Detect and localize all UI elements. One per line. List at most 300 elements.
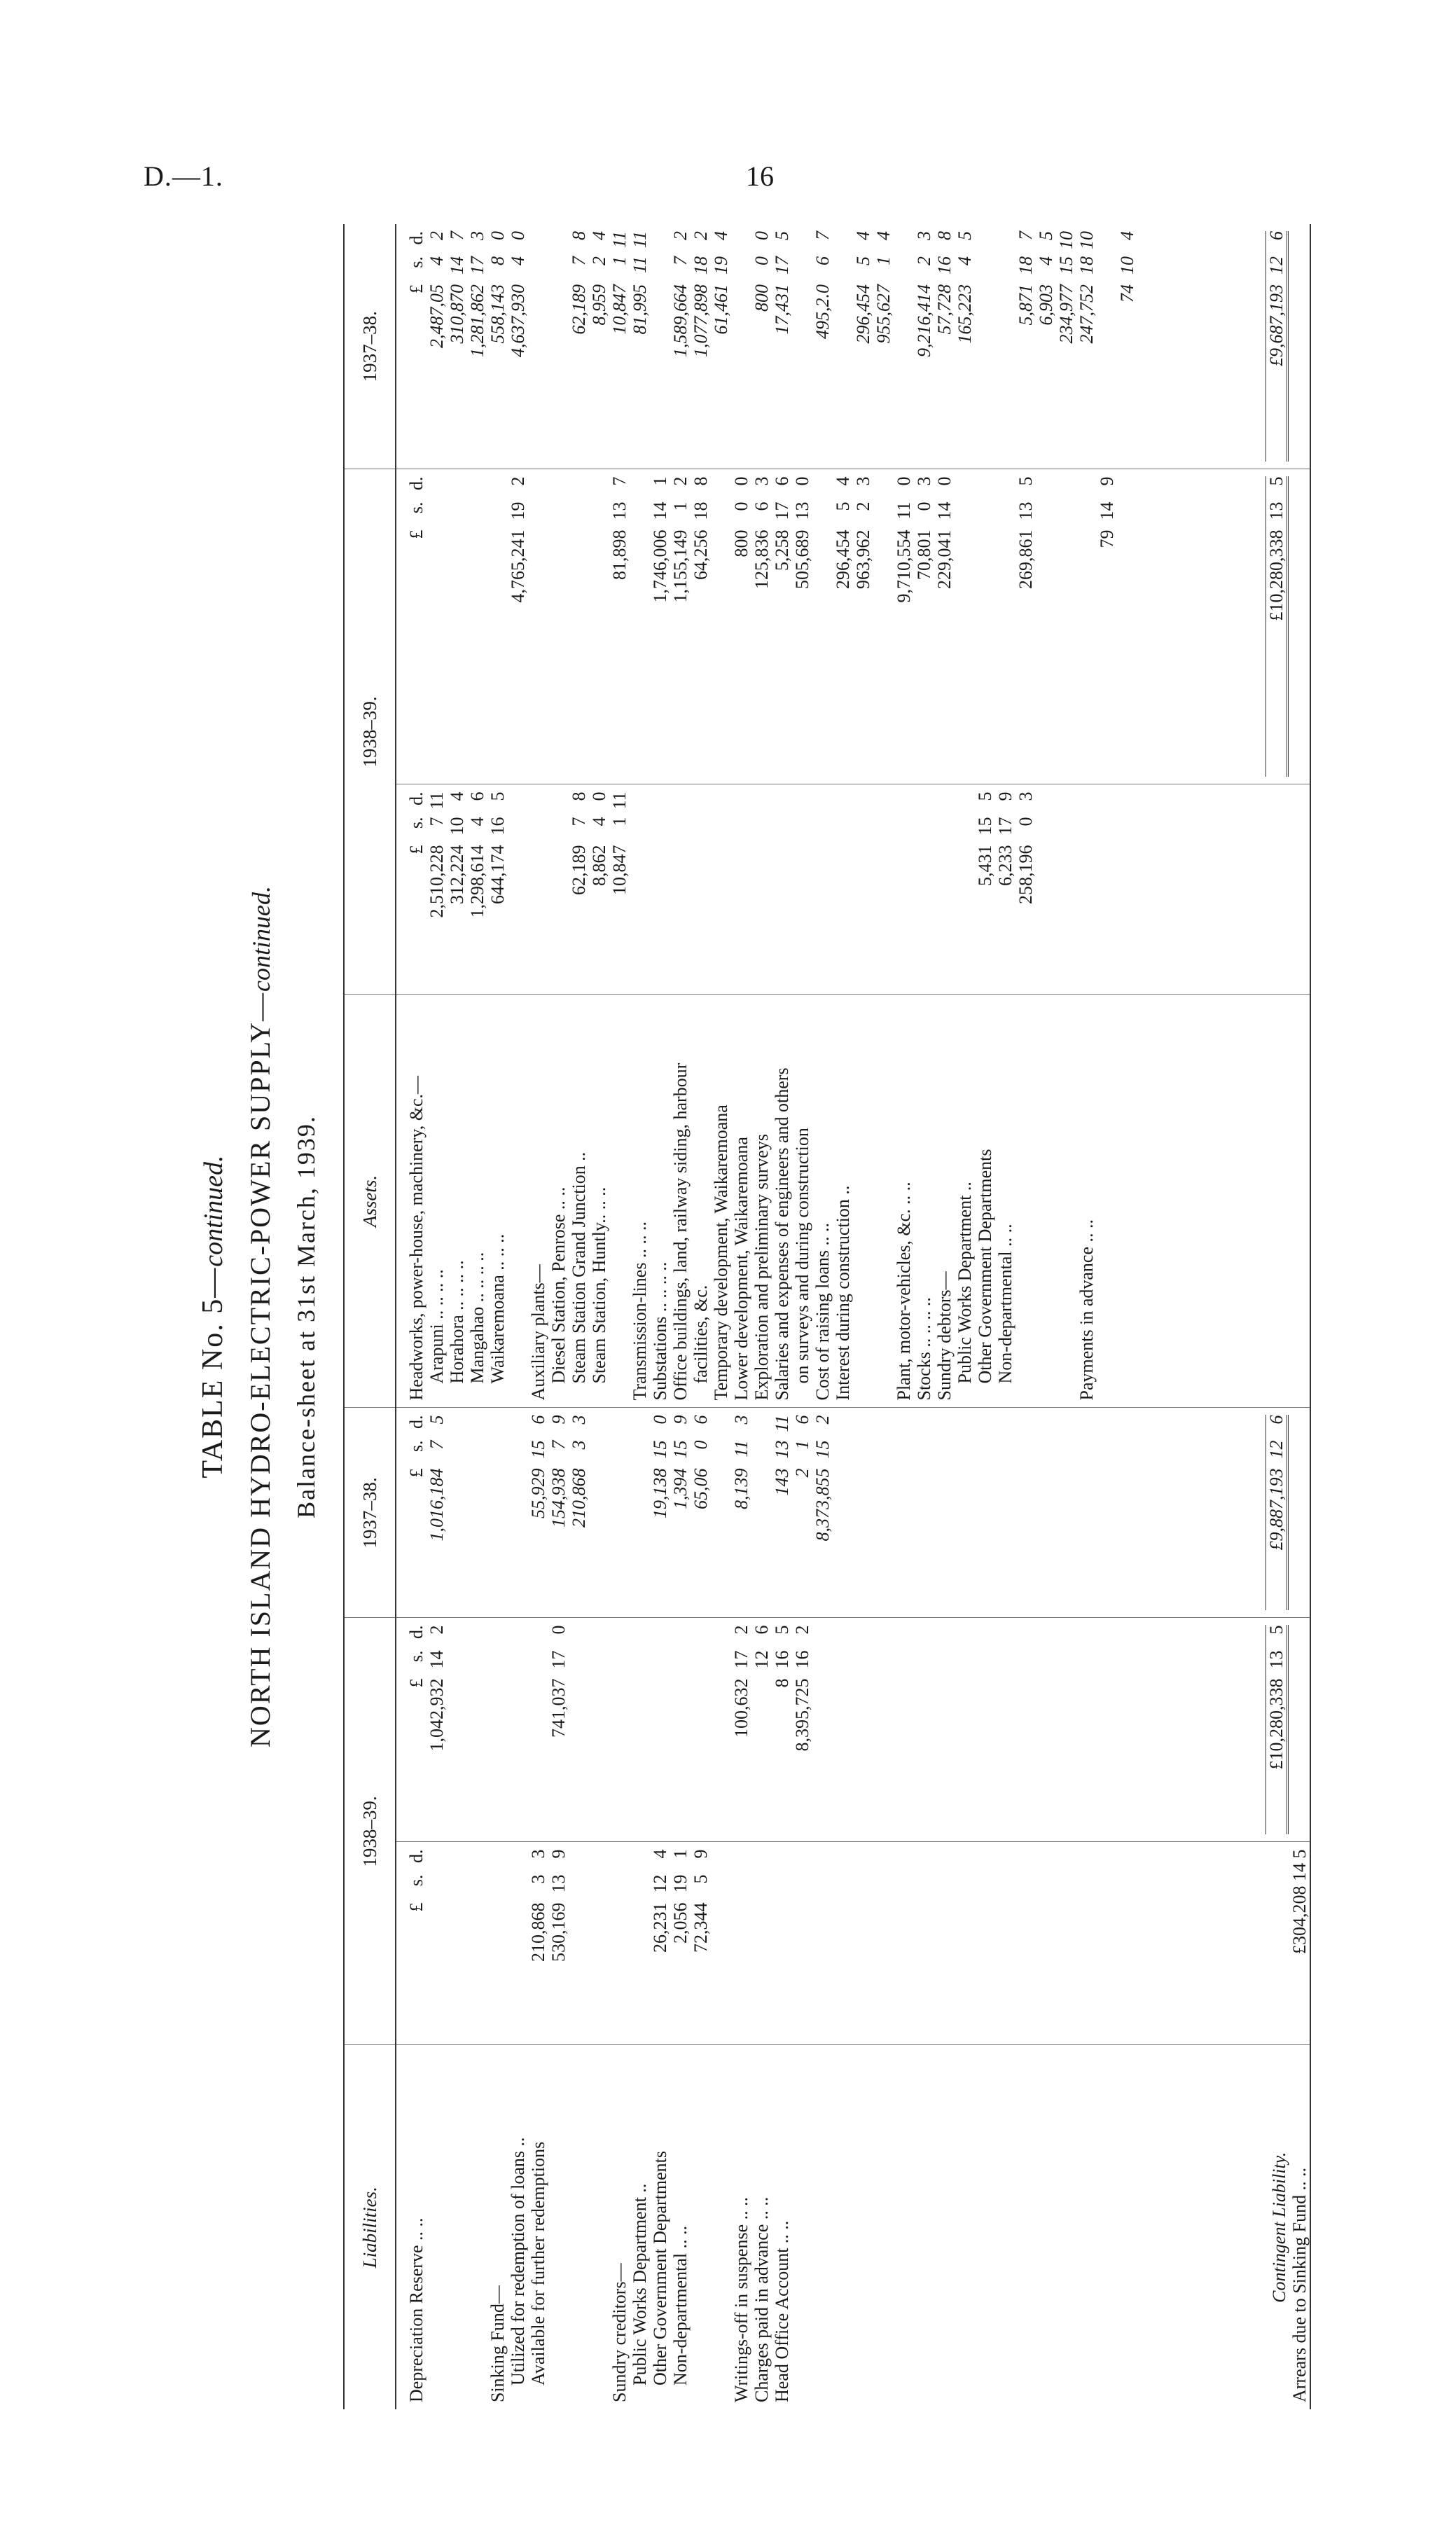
liab-1938-39-inner-pence: 4 <box>650 1849 670 1859</box>
liabilities-line <box>569 2053 589 2403</box>
liab-1937-38-row <box>650 1415 670 1611</box>
assets-1937-38-row <box>955 231 975 462</box>
liab-1938-39-outer-row <box>467 1626 487 1835</box>
assets-1938-39-outer-row <box>1076 477 1097 777</box>
assets-1937-38-pence: 11 <box>609 231 630 249</box>
assets-1938-39-outer-shillings: 14 <box>1097 501 1117 520</box>
liab-1938-39-outer-pence <box>487 1626 508 1651</box>
liab-1938-39-outer-pence <box>467 1626 487 1651</box>
liab-1938-39-inner-shillings <box>487 1875 508 1903</box>
liab-1937-38-shillings <box>609 1441 630 1469</box>
liab-1937-38-shillings: 15 <box>670 1440 691 1459</box>
liab-1938-39-outer-pounds <box>609 1679 630 1798</box>
assets-1938-39-inner-pence <box>548 792 569 817</box>
assets-1938-39-inner-row <box>772 792 792 988</box>
liab-1938-39-outer-row <box>487 1626 508 1835</box>
assets-1938-39-inner-pounds: 10,847 <box>609 845 630 895</box>
assets-1937-38-pence: 10 <box>1076 231 1097 249</box>
assets-1937-38-row <box>569 231 589 462</box>
assets-1938-39-inner-pounds <box>751 845 772 964</box>
assets-1938-39-outer-pounds <box>711 530 731 663</box>
assets-1938-39-inner-shillings: 17 <box>995 817 1015 836</box>
assets-1937-38-row <box>650 231 670 462</box>
assets-1938-39-inner-pounds <box>731 845 751 964</box>
liab-1938-39-outer-pence: 2 <box>427 1625 447 1635</box>
assets-1938-39-outer-pence: 3 <box>751 476 772 486</box>
assets-1938-39-inner-shillings: 16 <box>487 817 508 836</box>
liab-1938-39-inner-pounds: 530,169 <box>548 1902 569 1962</box>
assets-1938-39-inner-pounds <box>670 845 691 964</box>
assets-1938-39-outer-shillings <box>711 502 731 530</box>
assets-1938-39-inner-pence <box>873 792 894 817</box>
assets-1938-39-outer-row <box>955 477 975 777</box>
assets-1938-39-outer-pounds <box>467 530 487 663</box>
liab-1938-39-outer-row <box>528 1626 548 1835</box>
assets-1937-38-pence <box>528 231 548 256</box>
assets-1937-38-pence <box>975 231 995 256</box>
liab-1938-39-inner-pence <box>589 1850 609 1875</box>
assets-1937-38-pence: 4 <box>589 231 609 240</box>
page-header-ref: D.—1. <box>144 160 223 192</box>
liab-1938-39-inner-row <box>630 1850 650 2038</box>
assets-1937-38-row <box>751 231 772 462</box>
assets-1938-39-outer-row <box>487 477 508 777</box>
assets-1938-39-outer-pounds: 1,155,149 <box>670 529 691 603</box>
liab-1938-39-inner-pence: 1 <box>670 1849 691 1859</box>
assets-1937-38-row <box>528 231 548 462</box>
assets-1938-39-inner-shillings <box>650 817 670 845</box>
assets-1938-39-inner-row <box>670 792 691 988</box>
assets-1937-38-row <box>812 231 833 462</box>
liab-1937-38-pence: 6 <box>691 1415 711 1425</box>
assets-1938-39-outer-pounds: 79 <box>1097 529 1117 548</box>
assets-1938-39-inner-shillings <box>548 817 569 845</box>
liabilities-line <box>427 2053 447 2403</box>
assets-line: Interest during construction .. <box>833 1185 853 1401</box>
assets-1938-39-inner-pence: 9 <box>995 791 1015 801</box>
liab-1938-39-outer-pence <box>630 1626 650 1651</box>
assets-1938-39-outer-shillings: 0 <box>731 501 751 511</box>
assets-1938-39-inner-pounds <box>548 845 569 964</box>
liab-1937-38-row <box>792 1415 812 1611</box>
assets-line: Cost of raising loans .. .. <box>812 1223 833 1401</box>
header-assets-1937-38: 1937–38. <box>344 224 396 469</box>
liab-1938-39-outer-pence: 6 <box>751 1625 772 1635</box>
assets-1937-38-pence: 7 <box>1015 231 1036 240</box>
assets-1938-39-inner-shillings <box>630 817 650 845</box>
assets-1938-39-outer-row <box>609 477 630 777</box>
assets-1938-39-outer-pence <box>1036 477 1056 502</box>
liabilities-line: Other Government Departments <box>650 2150 670 2386</box>
assets-1937-38-pence: 4 <box>873 231 894 240</box>
assets-1938-39-inner-pounds: 312,224 <box>447 845 467 904</box>
assets-1938-39-outer-pounds <box>630 530 650 663</box>
assets-1938-39-inner-row <box>914 792 934 988</box>
assets-1937-38-shillings: 2 <box>914 256 934 265</box>
assets-1938-39-outer-row <box>1036 477 1056 777</box>
assets-1937-38-shillings: 17 <box>772 256 792 275</box>
liab-1938-39-inner-pence <box>427 1850 447 1875</box>
liab-1938-39-outer-pounds <box>650 1679 670 1798</box>
assets-1937-38-shillings: 17 <box>467 256 487 275</box>
liab-1938-39-inner-unit-shillings: s. <box>406 1874 427 1887</box>
assets-1938-39-outer-pounds: 81,898 <box>609 529 630 580</box>
assets-1938-39-outer-row <box>894 477 914 777</box>
assets-1937-38-shillings: 8 <box>487 256 508 265</box>
assets-1937-38-row <box>711 231 731 462</box>
liab-1937-38-total-shillings: 12 <box>1266 1440 1287 1459</box>
assets-1938-39-outer-pounds: 505,689 <box>792 529 812 589</box>
assets-1937-38-row <box>792 231 812 462</box>
assets-1938-39-inner-pence <box>630 792 650 817</box>
liab-1938-39-inner-row <box>589 1850 609 2038</box>
assets-1937-38-row <box>1076 231 1097 462</box>
assets-1937-38-pence <box>894 231 914 256</box>
assets-1937-38-unit-pounds: £ <box>406 284 427 293</box>
assets-1937-38-pence <box>548 231 569 256</box>
liab-1938-39-outer-pence <box>691 1626 711 1651</box>
liab-1938-39-inner-row <box>670 1850 691 2038</box>
assets-1937-38-pounds: 17,431 <box>772 284 792 335</box>
assets-1938-39-outer-pence <box>447 477 467 502</box>
assets-1937-38-shillings: 1 <box>609 256 630 265</box>
assets-1938-39-inner-shillings: 4 <box>589 817 609 826</box>
liab-1938-39-outer-row <box>650 1626 670 1835</box>
assets-1937-38-total-shillings: 12 <box>1266 256 1287 275</box>
assets-1937-38-shillings: 14 <box>447 256 467 275</box>
assets-1937-38-pounds: 57,728 <box>934 284 955 335</box>
assets-1937-38-pence <box>1097 231 1117 256</box>
liab-1938-39-outer-column <box>396 1619 1310 1842</box>
assets-1938-39-inner-pence: 8 <box>569 791 589 801</box>
assets-1938-39-outer-shillings <box>1056 502 1076 530</box>
assets-1938-39-outer-total <box>1266 477 1289 777</box>
assets-1938-39-outer-unit-shillings: s. <box>406 501 427 514</box>
assets-1938-39-inner-row <box>508 792 528 988</box>
liab-1937-38-unit-shillings: s. <box>406 1440 427 1453</box>
assets-1937-38-row <box>894 231 914 462</box>
assets-1938-39-inner-column <box>396 785 1310 995</box>
liab-1938-39-outer-pounds: 100,632 <box>731 1678 751 1738</box>
assets-1938-39-inner-shillings <box>914 817 934 845</box>
assets-1938-39-outer-pounds: 4,765,241 <box>508 529 528 603</box>
assets-1938-39-outer-shillings <box>975 502 995 530</box>
liab-1938-39-inner-pounds <box>467 1903 487 2022</box>
assets-1938-39-outer-row <box>975 477 995 777</box>
assets-1937-38-row <box>467 231 487 462</box>
assets-1938-39-inner-pence: 4 <box>447 791 467 801</box>
assets-1937-38-shillings <box>894 256 914 284</box>
assets-1938-39-outer-shillings: 1 <box>670 501 691 511</box>
assets-line: Temporary development, Waikaremoana <box>711 1105 731 1401</box>
liab-1938-39-inner-pounds: 2,056 <box>670 1902 691 1944</box>
assets-1938-39-outer-pounds <box>427 530 447 663</box>
assets-1938-39-outer-pence: 7 <box>609 476 630 486</box>
assets-1937-38-shillings: 19 <box>711 256 731 275</box>
assets-1937-38-row <box>1015 231 1036 462</box>
assets-1938-39-outer-shillings: 5 <box>833 501 853 511</box>
assets-1938-39-inner-pounds <box>792 845 812 964</box>
assets-1937-38-shillings: 18 <box>1076 256 1097 275</box>
assets-1938-39-outer-pence: 3 <box>853 476 873 486</box>
rotated-table-frame <box>196 224 1345 2409</box>
liab-1938-39-inner-pence <box>569 1850 589 1875</box>
assets-1938-39-outer-row <box>711 477 731 777</box>
liab-1938-39-outer-shillings: 16 <box>792 1650 812 1669</box>
assets-line <box>873 1002 894 1401</box>
liab-1937-38-pounds <box>751 1469 772 1588</box>
liabilities-line: Sinking Fund— <box>487 2285 508 2402</box>
assets-1937-38-pounds <box>833 284 853 417</box>
assets-1938-39-inner-row <box>1015 792 1036 988</box>
liab-1938-39-inner-row <box>427 1850 447 2038</box>
assets-1938-39-inner-pounds: 6,233 <box>995 845 1015 886</box>
liab-1938-39-inner-row <box>650 1850 670 2038</box>
assets-1938-39-outer-pounds: 296,454 <box>833 529 853 589</box>
liab-1937-38-total <box>1266 1415 1289 1611</box>
liab-1937-38-pounds: 1,394 <box>670 1468 691 1509</box>
assets-1938-39-inner-row <box>731 792 751 988</box>
assets-1938-39-inner-pence <box>670 792 691 817</box>
assets-1937-38-pence <box>995 231 1015 256</box>
assets-1937-38-pounds: 81,995 <box>630 284 650 335</box>
liab-1937-38-pounds: 2 <box>792 1468 812 1478</box>
liab-1937-38-pounds <box>508 1469 528 1588</box>
liab-1938-39-outer-pounds <box>569 1679 589 1798</box>
assets-1938-39-outer-pounds <box>975 530 995 663</box>
liab-1937-38-pounds: 55,929 <box>528 1468 548 1518</box>
liab-1938-39-inner-row <box>609 1850 630 2038</box>
assets-1938-39-inner-pence: 11 <box>609 791 630 810</box>
liab-1937-38-pounds: 143 <box>772 1468 792 1496</box>
assets-1937-38-row <box>833 231 853 462</box>
liab-1937-38-pounds <box>711 1469 731 1588</box>
liab-1937-38-pounds <box>447 1469 467 1588</box>
assets-1938-39-inner-row <box>650 792 670 988</box>
assets-1938-39-outer-row <box>914 477 934 777</box>
liab-1937-38-row <box>467 1415 487 1611</box>
assets-1937-38-shillings <box>1097 256 1117 284</box>
liab-1937-38-row <box>508 1415 528 1611</box>
assets-1938-39-outer-shillings: 14 <box>650 501 670 520</box>
assets-1937-38-shillings: 0 <box>751 256 772 265</box>
assets-1937-38-row <box>853 231 873 462</box>
assets-1938-39-outer-shillings: 13 <box>1015 501 1036 520</box>
assets-1938-39-inner-shillings <box>894 817 914 845</box>
assets-line <box>1036 1002 1056 1401</box>
assets-line: Payments in advance .. .. <box>1076 1219 1097 1401</box>
assets-1938-39-inner-pence <box>894 792 914 817</box>
liab-1938-39-outer-pounds <box>528 1679 548 1798</box>
liab-1938-39-outer-unit-shillings: s. <box>406 1650 427 1663</box>
liab-1938-39-inner-shillings: 5 <box>691 1874 711 1884</box>
liab-1938-39-inner-row <box>487 1850 508 2038</box>
assets-1937-38-shillings: 4 <box>508 256 528 265</box>
liab-1938-39-inner-pence <box>508 1850 528 1875</box>
liab-1938-39-outer-pounds: 741,037 <box>548 1678 569 1738</box>
assets-1938-39-inner-pence: 0 <box>589 791 609 801</box>
liab-1938-39-outer-total-pence: 5 <box>1266 1625 1287 1635</box>
assets-1937-38-row <box>934 231 955 462</box>
assets-1937-38-pence: 3 <box>467 231 487 240</box>
assets-1938-39-inner-shillings <box>508 817 528 845</box>
liabilities-line <box>548 2053 569 2403</box>
table-title-cont: continued. <box>199 1155 228 1267</box>
liab-1938-39-inner-pence <box>609 1850 630 1875</box>
assets-1937-38-shillings: 11 <box>630 256 650 274</box>
liab-1938-39-inner-shillings <box>467 1875 487 1903</box>
liab-1937-38-pence: 3 <box>569 1415 589 1425</box>
table-title-main: TABLE No. 5— <box>197 1266 229 1479</box>
assets-1938-39-inner-pence <box>508 792 528 817</box>
assets-1938-39-outer-pounds <box>1036 530 1056 663</box>
assets-1938-39-inner-pounds <box>873 845 894 964</box>
assets-1938-39-outer-shillings <box>995 502 1015 530</box>
assets-1938-39-inner-pounds <box>812 845 833 964</box>
header-liab-1937-38: 1937–38. <box>344 1408 396 1618</box>
assets-1937-38-row <box>1056 231 1076 462</box>
assets-line: Substations .. .. .. .. <box>650 1261 670 1401</box>
assets-1938-39-outer-pence <box>975 477 995 502</box>
assets-1938-39-inner-pounds <box>772 845 792 964</box>
liab-1938-39-outer-shillings: 12 <box>751 1650 772 1669</box>
liabilities-line: Writings-off in suspense .. .. <box>731 2196 751 2402</box>
liab-1938-39-outer-units-row <box>406 1626 427 1835</box>
assets-1937-38-pence: 10 <box>1056 231 1076 249</box>
assets-1937-38-pence: 3 <box>914 231 934 240</box>
header-assets-1938-39: 1938–39. <box>344 469 396 995</box>
liab-1938-39-outer-shillings: 17 <box>731 1650 751 1669</box>
liabilities-line <box>467 2053 487 2403</box>
assets-1938-39-inner-row <box>975 792 995 988</box>
assets-1938-39-outer-pounds: 125,836 <box>751 529 772 589</box>
liab-1937-38-column <box>396 1408 1310 1618</box>
assets-1938-39-inner-pounds: 644,174 <box>487 845 508 904</box>
assets-1937-38-pounds <box>650 284 670 417</box>
assets-1938-39-outer-pounds <box>447 530 467 663</box>
assets-line: Sundry debtors— <box>934 1271 955 1401</box>
assets-line: Steam Station, Huntly.. .. .. <box>589 1186 609 1384</box>
liab-1938-39-outer-shillings <box>528 1651 548 1679</box>
assets-1938-39-outer-pence <box>812 477 833 502</box>
assets-1938-39-inner-pounds: 2,510,228 <box>427 845 447 918</box>
liab-1937-38-row <box>569 1415 589 1611</box>
assets-1938-39-outer-row <box>833 477 853 777</box>
assets-1938-39-outer-row <box>569 477 589 777</box>
assets-line: Diesel Station, Penrose .. .. <box>548 1186 569 1384</box>
assets-1937-38-total-pence: 6 <box>1266 231 1287 240</box>
assets-1938-39-inner-shillings <box>873 817 894 845</box>
assets-line <box>508 1002 528 1401</box>
liab-1938-39-outer-shillings: 16 <box>772 1650 792 1669</box>
assets-1937-38-row <box>427 231 447 462</box>
assets-1938-39-outer-pounds <box>487 530 508 663</box>
assets-1937-38-shillings: 15 <box>1056 256 1076 275</box>
assets-1938-39-outer-row <box>1015 477 1036 777</box>
liab-1938-39-inner-pounds: 26,231 <box>650 1902 670 1953</box>
assets-1937-38-shillings <box>731 256 751 284</box>
assets-1938-39-outer-pence: 0 <box>731 476 751 486</box>
assets-1938-39-outer-total-pounds: £10,280,338 <box>1266 529 1287 621</box>
assets-1938-39-inner-row <box>812 792 833 988</box>
assets-1938-39-outer-pence: 1 <box>650 476 670 486</box>
liab-1938-39-inner-pounds <box>447 1903 467 2022</box>
liab-1937-38-row <box>427 1415 447 1611</box>
assets-1937-38-pence: 0 <box>487 231 508 240</box>
liab-1938-39-outer-pence <box>711 1626 731 1651</box>
liab-1937-38-unit-pounds: £ <box>406 1468 427 1478</box>
liab-1938-39-inner-row <box>569 1850 589 2038</box>
liab-1938-39-outer-total <box>1266 1626 1289 1835</box>
assets-1938-39-outer-shillings <box>630 502 650 530</box>
liabilities-line: Available for further redemptions <box>528 2141 548 2386</box>
liab-1938-39-outer-row <box>691 1626 711 1835</box>
assets-1938-39-inner-shillings <box>772 817 792 845</box>
assets-1938-39-outer-pence <box>955 477 975 502</box>
assets-1938-39-outer-pounds <box>548 530 569 663</box>
assets-1938-39-outer-shillings <box>1036 502 1056 530</box>
assets-1938-39-outer-row <box>731 477 751 777</box>
assets-1938-39-outer-total-shillings: 13 <box>1266 501 1287 520</box>
assets-1937-38-pounds: 61,461 <box>711 284 731 335</box>
assets-1938-39-outer-pence: 6 <box>772 476 792 486</box>
assets-1937-38-shillings: 7 <box>569 256 589 265</box>
liab-1938-39-inner-column <box>396 1843 1310 2045</box>
assets-1937-38-shillings: 18 <box>691 256 711 275</box>
assets-1938-39-inner-row <box>487 792 508 988</box>
liab-1938-39-outer-shillings <box>589 1651 609 1679</box>
assets-1938-39-outer-total-pence: 5 <box>1266 476 1287 486</box>
assets-1938-39-outer-row <box>792 477 812 777</box>
liabilities-line: Head Office Account .. .. <box>772 2220 792 2402</box>
contingent-liability-block <box>1269 2053 1310 2403</box>
liab-1937-38-shillings <box>487 1441 508 1469</box>
assets-1937-38-row <box>487 231 508 462</box>
assets-1937-38-shillings: 6 <box>812 256 833 265</box>
liab-1938-39-outer-pence <box>650 1626 670 1651</box>
assets-line: on surveys and during construction <box>792 1128 812 1384</box>
liab-1938-39-outer-shillings <box>487 1651 508 1679</box>
assets-1938-39-outer-shillings: 13 <box>609 501 630 520</box>
liab-1938-39-inner-unit-pence: d. <box>406 1849 427 1863</box>
assets-1937-38-pence: 11 <box>630 231 650 249</box>
assets-1937-38-pence: 4 <box>1117 231 1137 240</box>
assets-1938-39-inner-pence <box>772 792 792 817</box>
assets-line: Horahora .. .. .. .. <box>447 1260 467 1384</box>
assets-1938-39-outer-pence <box>873 477 894 502</box>
liab-1938-39-outer-pounds <box>670 1679 691 1798</box>
liab-1938-39-inner-shillings <box>508 1875 528 1903</box>
liab-1937-38-shillings <box>589 1441 609 1469</box>
assets-1937-38-pounds <box>894 284 914 417</box>
assets-1937-38-shillings <box>995 256 1015 284</box>
assets-1937-38-pounds: 234,977 <box>1056 284 1076 344</box>
liab-1938-39-outer-row <box>609 1626 630 1835</box>
assets-1937-38-pence <box>792 231 812 256</box>
assets-1938-39-inner-unit-pence: d. <box>406 791 427 805</box>
assets-1938-39-inner-pounds: 62,189 <box>569 845 589 895</box>
assets-1937-38-pounds: 800 <box>751 284 772 312</box>
assets-1938-39-inner-pence <box>711 792 731 817</box>
liab-1938-39-inner-pounds <box>609 1903 630 2022</box>
liab-1938-39-outer-pence <box>670 1626 691 1651</box>
assets-1938-39-outer-pounds: 70,801 <box>914 529 934 580</box>
liab-1937-38-row <box>447 1415 467 1611</box>
table-subtitle-cont: continued. <box>247 886 275 992</box>
assets-1938-39-outer-pounds <box>995 530 1015 663</box>
liab-1938-39-outer-pence: 2 <box>792 1625 812 1635</box>
assets-1937-38-pence <box>650 231 670 256</box>
